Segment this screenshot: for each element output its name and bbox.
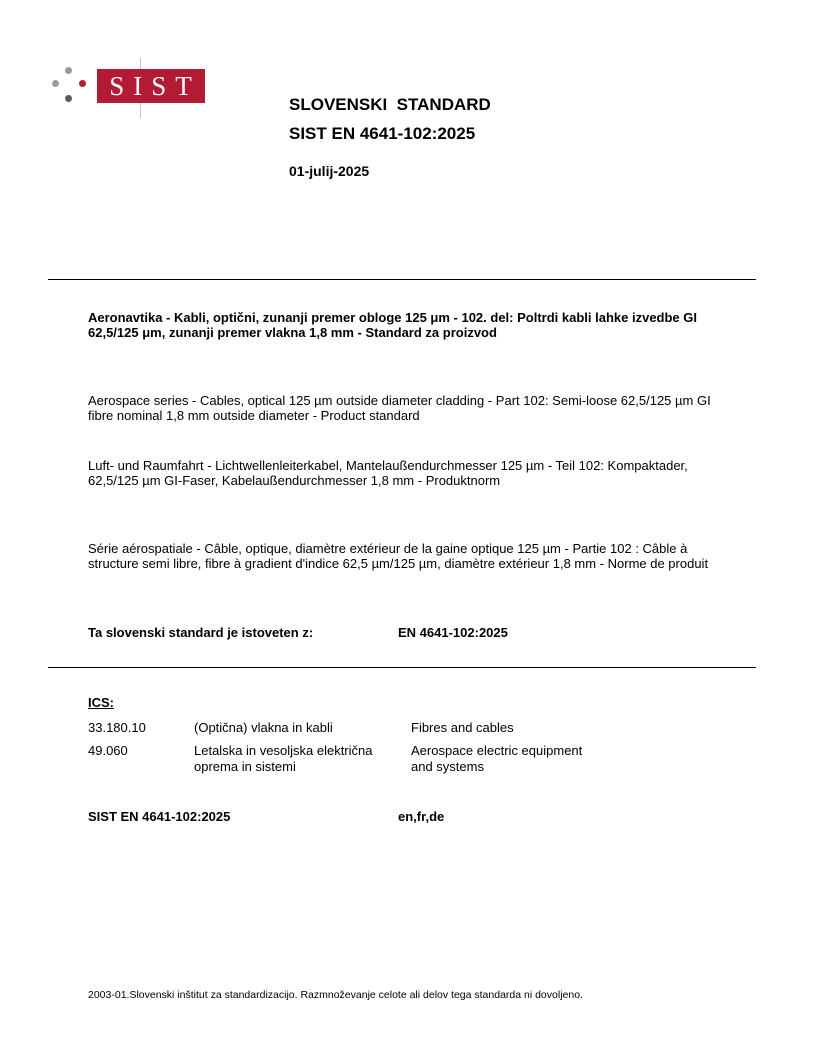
logo-dot-icon: [79, 80, 86, 87]
middle-divider: [48, 667, 756, 668]
copyright-notice: 2003-01.Slovenski inštitut za standardizacijo. Razmnoževanje celote ali delov tega standarda ni dovoljeno.: [88, 989, 583, 1001]
standard-id-heading: SIST EN 4641-102:2025: [289, 124, 476, 143]
ics-description-en: Fibres and cables: [411, 720, 514, 735]
document-languages: en,fr,de: [398, 809, 445, 824]
title-english: Aerospace series - Cables, optical 125 µm outside diameter cladding - Part 102: Semi-loose 62,5/125 µm GI fibre nominal 1,8 mm outside diameter - Product standard: [88, 393, 711, 423]
ics-description-sl: (Optična) vlakna in kabli: [194, 720, 333, 735]
standard-type-heading: SLOVENSKI STANDARD: [289, 95, 491, 114]
title-french: Série aérospatiale - Câble, optique, diamètre extérieur de la gaine optique 125 µm - Partie 102 : Câble à structure semi libre, fibre à gradient d'indice 62,5 µm/125 µm, diamètre extérieur 1,8 mm - Norme de produit: [88, 541, 709, 571]
top-divider: [48, 279, 756, 280]
ics-code: 49.060: [88, 743, 128, 758]
title-slovenian: Aeronavtika - Kabli, optični, zunanji premer obloge 125 μm - 102. del: Poltrdi kabli lahke izvedbe GI 62,5/125 μm, zunanji premer vlakna 1,8 mm - Standard za proizvod: [88, 310, 697, 340]
logo-wordmark: SIST: [97, 69, 205, 103]
logo-dot-icon: [65, 95, 72, 102]
equivalence-label: Ta slovenski standard je istoveten z:: [88, 625, 314, 640]
equivalence-value: EN 4641-102:2025: [398, 625, 508, 640]
publication-date: 01-julij-2025: [289, 163, 370, 179]
ics-code: 33.180.10: [88, 720, 146, 735]
ics-description-en: Aerospace electric equipment and systems: [411, 743, 583, 774]
logo-dot-icon: [52, 80, 59, 87]
logo-dot-icon: [65, 67, 72, 74]
title-german: Luft- und Raumfahrt - Lichtwellenleiterkabel, Mantelaußendurchmesser 125 µm - Teil 102: Kompaktader, 62,5/125 µm GI-Faser, Kabelaußendurchmesser 1,8 mm - Produktnorm: [88, 458, 688, 488]
ics-description-sl: Letalska in vesoljska električna oprema in sistemi: [194, 743, 373, 774]
document-id: SIST EN 4641-102:2025: [88, 809, 231, 824]
ics-heading: ICS:: [88, 695, 114, 710]
